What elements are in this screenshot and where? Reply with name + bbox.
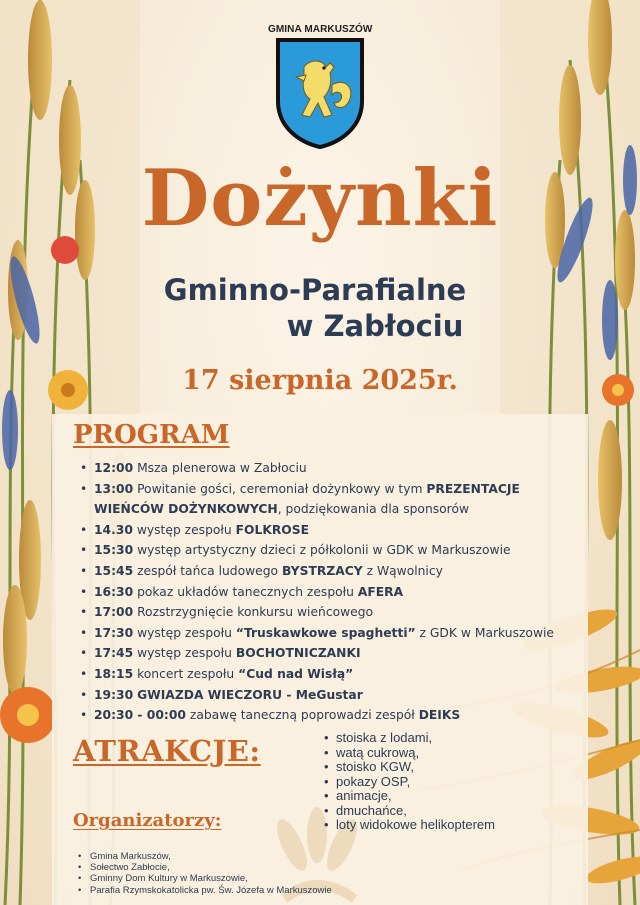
list-item: • 12:00 Msza plenerowa w Zabłociu	[74, 458, 554, 479]
page-title: Dożynki	[141, 153, 499, 244]
list-item: • animacje,	[322, 789, 495, 804]
list-item: • Gmina Markuszów,	[76, 851, 332, 862]
list-item: • 20:30 - 00:00 zabawę taneczną poprowadzi zespół DEIKS	[74, 705, 554, 726]
subtitle-line-1: Gminno-Parafialne	[163, 273, 467, 307]
list-item: • Gminny Dom Kultury w Markuszowie,	[76, 873, 332, 884]
subtitle-line-2: w Zabłociu	[286, 309, 464, 344]
list-item: • 17:45 występ zespołu BOCHOTNICZANKI	[74, 643, 554, 664]
list-item: • 14.30 występ zespołu FOLKROSE	[74, 520, 554, 541]
list-item: • 17:00 Rozstrzygnięcie konkursu wieńcowego	[74, 602, 554, 623]
list-item: • watą cukrową,	[322, 746, 495, 761]
program-list	[74, 458, 554, 726]
list-item: • stoiska z lodami,	[322, 731, 495, 746]
list-item: • 18:15 koncert zespołu “Cud nad Wisłą”	[74, 664, 554, 685]
list-item: • 16:30 pokaz układów tanecznych zespołu AFERA	[74, 582, 554, 603]
attractions-list	[322, 731, 495, 833]
list-item: • 19:30 GWIAZDA WIECZORU - MeGustar	[74, 685, 554, 706]
gmina-crest-icon	[274, 37, 366, 149]
attractions-heading: ATRAKCJE:	[73, 734, 261, 768]
list-item: • 15:30 występ artystyczny dzieci z półkolonii w GDK w Markuszowie	[74, 540, 554, 561]
list-item: • Parafia Rzymskokatolicka pw. Św. Józefa w Markuszowie	[76, 885, 332, 896]
list-item: • loty widokowe helikopterem	[322, 818, 495, 833]
list-item: • 15:45 zespół tańca ludowego BYSTRZACY z Wąwolnicy	[74, 561, 554, 582]
list-item: • pokazy OSP,	[322, 775, 495, 790]
crest-label: GMINA MARKUSZÓW	[268, 24, 373, 35]
event-date: 17 sierpnia 2025r.	[182, 365, 458, 396]
list-item: • dmuchańce,	[322, 804, 495, 819]
list-item: • Sołectwo Zabłocie,	[76, 862, 332, 873]
list-item: • stoisko KGW,	[322, 760, 495, 775]
subtitle	[105, 272, 525, 345]
list-item: • 17:30 występ zespołu “Truskawkowe spaghetti” z GDK w Markuszowie	[74, 623, 554, 644]
organizers-list	[76, 851, 332, 896]
program-heading: PROGRAM	[73, 420, 230, 450]
crest-block	[268, 24, 372, 149]
list-item: • 13:00 Powitanie gości, ceremoniał dożynkowy w tym PREZENTACJE WIEŃCÓW DOŻYNKOWYCH, podziękowania dla sponsorów	[74, 479, 554, 520]
organizers-heading: Organizatorzy:	[73, 810, 222, 831]
